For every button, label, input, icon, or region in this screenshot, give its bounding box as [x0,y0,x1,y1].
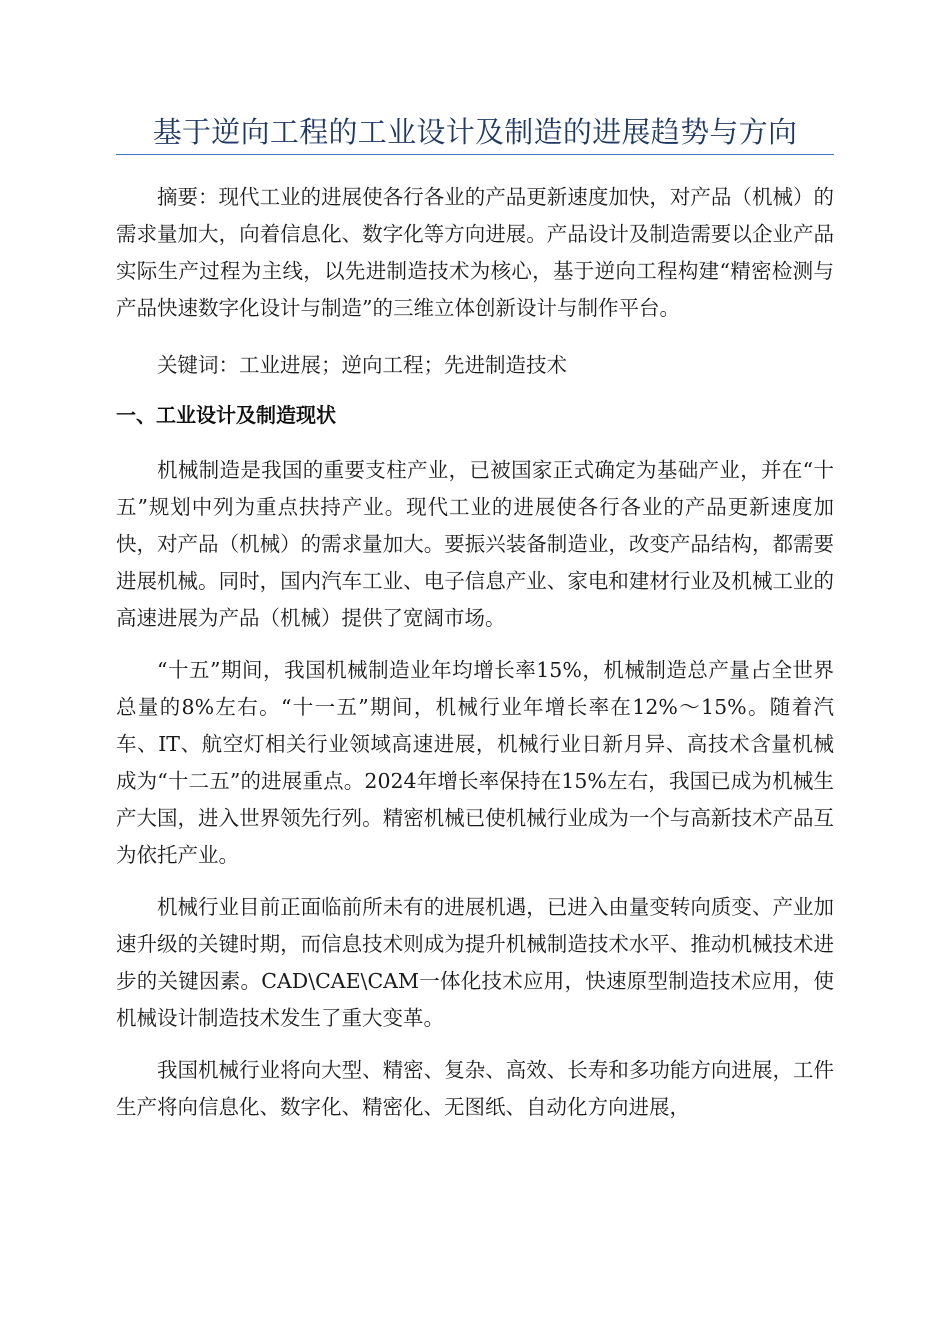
abstract-paragraph: 摘要：现代工业的进展使各行各业的产品更新速度加快，对产品（机械）的需求量加大，向着信息化、数字化等方向进展。产品设计及制造需要以企业产品实际生产过程为主线，以先进制造技术为核心，基于逆向工程构建“精密检测与产品快速数字化设计与制造”的三维立体创新设计与制作平台。 [116,185,834,320]
body-paragraph: “十五”期间，我国机械制造业年均增长率15%，机械制造总产量占全世界总量的8%左右。“十一五”期间，机械行业年增长率在12%～15%。随着汽车、IT、航空灯相关行业领域高速进展，机械行业日新月异、高技术含量机械成为“十二五”的进展重点。2024年增长率保持在15%左右，我国已成为机械生产大国，进入世界领先行列。精密机械已使机械行业成为一个与高新技术产品互为依托产业。 [116,658,834,867]
body-paragraph: 机械行业目前正面临前所未有的进展机遇，已进入由量变转向质变、产业加速升级的关键时期，而信息技术则成为提升机械制造技术水平、推动机械技术进步的关键因素。CAD\CAE\CAM一体化技术应用，快速原型制造技术应用，使机械设计制造技术发生了重大变革。 [116,895,834,1030]
document-page [116,0,834,1126]
keywords-paragraph: 关键词：工业进展；逆向工程；先进制造技术 [157,353,567,377]
section-heading: 一、工业设计及制造现状 [116,403,336,427]
document-title: 基于逆向工程的工业设计及制造的进展趋势与方向 [116,112,834,155]
body-paragraph: 机械制造是我国的重要支柱产业，已被国家正式确定为基础产业，并在“十五”规划中列为重点扶持产业。现代工业的进展使各行各业的产品更新速度加快，对产品（机械）的需求量加大。要振兴装备制造业，改变产品结构，都需要进展机械。同时，国内汽车工业、电子信息产业、家电和建材行业及机械工业的高速进展为产品（机械）提供了宽阔市场。 [116,458,834,630]
body-paragraph: 我国机械行业将向大型、精密、复杂、高效、长寿和多功能方向进展，工件生产将向信息化、数字化、精密化、无图纸、自动化方向进展， [116,1058,834,1119]
